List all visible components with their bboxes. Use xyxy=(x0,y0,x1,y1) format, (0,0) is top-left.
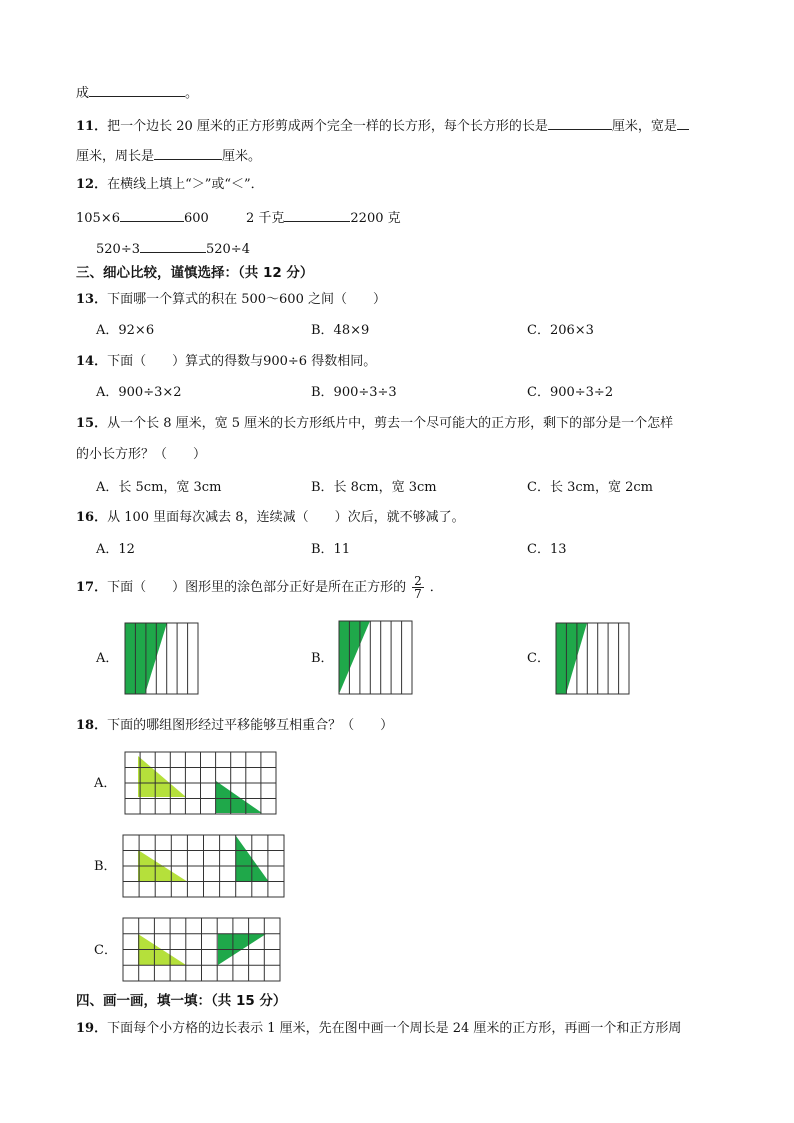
q17-figure-b xyxy=(338,620,414,695)
shaded-region xyxy=(339,621,370,694)
option-a[interactable]: A．12 xyxy=(96,542,135,557)
option-a[interactable]: A． xyxy=(94,776,117,791)
q12-text: 在横线上填上“＞”或“＜”． xyxy=(107,177,264,192)
question-number: 14． xyxy=(76,354,108,369)
q14-text: 下面（ ）算式的得数与900÷6 得数相同。 xyxy=(107,354,377,369)
option-c[interactable]: C．13 xyxy=(527,542,567,557)
fraction xyxy=(412,575,424,600)
q11-line1 xyxy=(76,115,689,136)
shaded-region xyxy=(556,623,587,694)
q17-figure-a xyxy=(124,622,200,695)
option-a[interactable]: A．长 5cm，宽 3cm xyxy=(96,480,222,495)
q12-item-1 xyxy=(76,207,209,228)
answer-blank[interactable] xyxy=(120,207,184,222)
q17-figure-c xyxy=(555,622,631,695)
compare-left: 520÷3 xyxy=(96,242,140,257)
section-title: 四、画一画，填一填：（共 15 分） xyxy=(76,993,287,1009)
option-a[interactable]: A． xyxy=(96,651,119,666)
q18-stem xyxy=(76,717,393,735)
grid-lines xyxy=(125,752,276,814)
q16-text: 从 100 里面每次减去 8，连续减（ ）次后，就不够减了。 xyxy=(107,510,465,525)
question-number: 13． xyxy=(76,292,108,307)
q10-prefix: 成 xyxy=(76,86,90,101)
option-b[interactable]: B．长 8cm，宽 3cm xyxy=(311,480,437,495)
q11-text: 厘米，宽是 xyxy=(611,119,677,134)
compare-left: 2 千克 xyxy=(246,211,285,226)
question-number: 19． xyxy=(76,1021,108,1036)
q18-figure-b xyxy=(122,834,286,899)
compare-right: 2200 克 xyxy=(350,211,401,226)
q14-stem xyxy=(76,353,376,371)
q12-item-2 xyxy=(246,207,401,228)
q10-suffix: 。 xyxy=(185,86,199,101)
compare-left: 105×6 xyxy=(76,211,120,226)
option-b[interactable]: B．48×9 xyxy=(311,323,370,338)
dark-triangle xyxy=(216,781,262,813)
question-number: 11． xyxy=(76,119,108,134)
option-c[interactable]: C．206×3 xyxy=(527,323,594,338)
light-triangle xyxy=(138,756,186,797)
q10-tail xyxy=(76,82,198,103)
fraction-numerator: 2 xyxy=(414,574,422,588)
q15-stem-line2: 的小长方形？（ ） xyxy=(76,447,207,462)
fraction-denominator: 7 xyxy=(414,587,422,601)
question-number: 18． xyxy=(76,718,108,733)
option-c[interactable]: C．900÷3÷2 xyxy=(527,385,614,400)
question-number: 12． xyxy=(76,177,108,192)
q18-figure-c xyxy=(122,917,282,983)
q19-stem xyxy=(76,1020,681,1038)
answer-blank[interactable] xyxy=(140,238,206,253)
question-number: 16． xyxy=(76,510,108,525)
compare-right: 520÷4 xyxy=(205,242,250,257)
option-c[interactable]: C． xyxy=(527,651,550,666)
q17-stem xyxy=(76,575,443,601)
option-b[interactable]: B．11 xyxy=(311,542,351,557)
answer-blank[interactable] xyxy=(548,115,612,130)
answer-blank[interactable] xyxy=(89,82,185,97)
q17-text: 下面（ ）图形里的涂色部分正好是所在正方形的 xyxy=(107,580,407,595)
section-title: 三、细心比较，谨慎选择：（共 12 分） xyxy=(76,265,314,281)
grid-lines xyxy=(123,918,280,981)
option-c[interactable]: C． xyxy=(94,943,117,958)
option-b[interactable]: B． xyxy=(94,859,117,874)
option-c[interactable]: C．长 3cm，宽 2cm xyxy=(527,480,653,495)
option-a[interactable]: A．900÷3×2 xyxy=(96,385,182,400)
q15-stem-line1 xyxy=(76,415,673,433)
option-a[interactable]: A．92×6 xyxy=(96,323,155,338)
answer-blank[interactable] xyxy=(154,145,222,160)
q16-stem xyxy=(76,509,465,527)
question-number: 17． xyxy=(76,580,108,595)
answer-blank[interactable] xyxy=(284,207,350,222)
option-b[interactable]: B． xyxy=(311,651,334,666)
q19-text: 下面每个小方格的边长表示 1 厘米，先在图中画一个周长是 24 厘米的正方形，再画一个和正方形周 xyxy=(107,1021,682,1036)
question-number: 15． xyxy=(76,416,108,431)
q11-text: 把一个边长 20 厘米的正方形剪成两个完全一样的长方形，每个长方形的长是 xyxy=(107,119,548,134)
q11-text: 厘米。 xyxy=(222,149,262,164)
compare-right: 600 xyxy=(183,211,209,226)
q18-figure-a xyxy=(124,751,278,816)
q15-text: 从一个长 8 厘米，宽 5 厘米的长方形纸片中，剪去一个尽可能大的正方形，剩下的部分是一个怎样 xyxy=(107,416,674,431)
q13-text: 下面哪一个算式的积在 500～600 之间（ ） xyxy=(107,292,386,307)
answer-blank[interactable] xyxy=(677,115,689,130)
dark-triangle xyxy=(236,836,269,882)
grid-lines xyxy=(123,835,284,897)
q12-stem xyxy=(76,176,264,194)
q18-text: 下面的哪组图形经过平移能够互相重合？（ ） xyxy=(107,718,394,733)
option-b[interactable]: B．900÷3÷3 xyxy=(311,385,397,400)
q11-text: 厘米，周长是 xyxy=(76,149,155,164)
q17-end: ． xyxy=(429,580,443,595)
q12-item-3 xyxy=(96,238,250,259)
q11-line2 xyxy=(76,145,261,166)
q13-stem xyxy=(76,291,386,309)
